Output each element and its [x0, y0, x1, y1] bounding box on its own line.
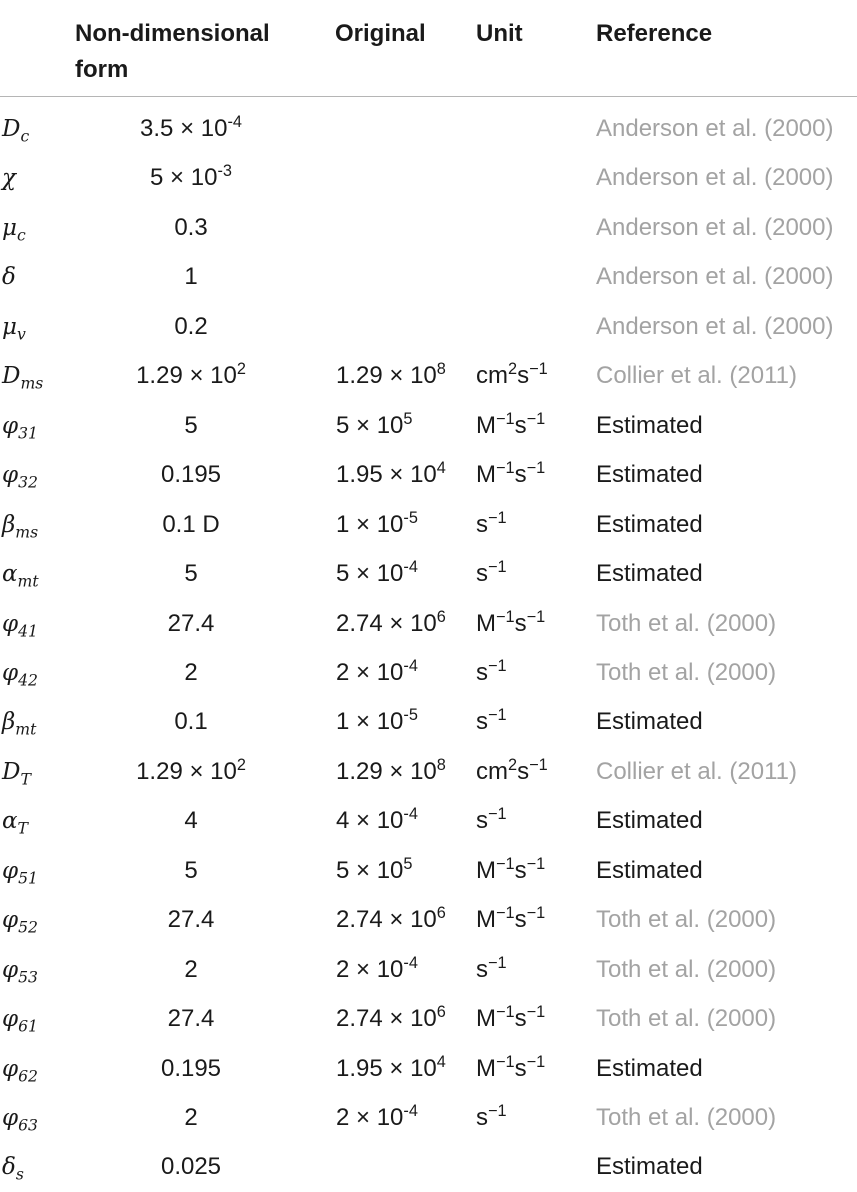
reference-text: Toth et al. (2000) [596, 1005, 777, 1033]
orig-base: 2 × 10 [336, 955, 404, 983]
parameter-symbol [2, 409, 38, 450]
reference-text: Toth et al. (2000) [596, 658, 777, 686]
symbol-base: D [2, 758, 21, 785]
nd-base: 27.4 [167, 609, 215, 637]
parameter-symbol [2, 656, 38, 697]
nondimensional-value [75, 1101, 307, 1135]
nondimensional-value [75, 953, 307, 987]
nd-exponent: 2 [236, 360, 246, 379]
parameter-symbol [2, 804, 28, 845]
nd-exponent: -4 [227, 113, 242, 132]
nd-base: 5 [184, 411, 198, 439]
symbol-subscript: 52 [18, 917, 38, 937]
nondimensional-value [75, 112, 307, 146]
symbol-subscript: 51 [18, 868, 38, 888]
symbol-subscript: c [20, 126, 30, 146]
orig-base: 2.74 × 10 [336, 906, 437, 934]
reference-text: Estimated [596, 708, 703, 736]
table-row [0, 895, 857, 944]
original-value [336, 953, 418, 987]
nondimensional-value [75, 1052, 307, 1086]
symbol-subscript: 61 [18, 1016, 38, 1036]
reference-text: Estimated [596, 510, 703, 538]
header-reference: Reference [596, 20, 713, 47]
nondimensional-value [75, 310, 307, 344]
unit-value: $cm^2s^{-1}$ [476, 755, 548, 785]
parameter-symbol [2, 260, 16, 294]
nd-base: 0.195 [160, 1054, 222, 1082]
parameter-symbol [2, 1002, 38, 1043]
original-value [336, 1052, 446, 1086]
unit-value: $s^{-1}$ [476, 508, 507, 538]
original-value [336, 409, 412, 443]
symbol-base: α [2, 561, 18, 588]
symbol-base: φ [2, 462, 19, 489]
nondimensional-value [75, 359, 307, 393]
nd-base: 1.29 × 10 [136, 757, 237, 785]
nondimensional-value [75, 1150, 307, 1184]
table-row [0, 648, 857, 697]
symbol-base: μ [2, 313, 17, 340]
header-nondimensional: Non-dimensional form [75, 20, 270, 83]
orig-exponent: -4 [403, 953, 418, 972]
parameter-symbol [2, 161, 16, 195]
table-row [0, 747, 857, 796]
symbol-subscript: ms [20, 373, 44, 393]
reference-text: Toth et al. (2000) [596, 609, 777, 637]
symbol-subscript: 62 [18, 1066, 38, 1086]
reference-text: Anderson et al. (2000) [596, 263, 834, 291]
parameter-symbol [2, 508, 38, 549]
nd-base: 1.29 × 10 [136, 362, 237, 390]
table-row [0, 697, 857, 746]
table-row [0, 796, 857, 845]
table-row [0, 1093, 857, 1142]
nondimensional-value [75, 607, 307, 641]
parameter-symbol [2, 607, 38, 648]
nd-base: 0.1 [174, 708, 208, 736]
orig-exponent: -4 [403, 805, 418, 824]
symbol-base: φ [2, 857, 19, 884]
header-unit: Unit [476, 20, 523, 47]
symbol-subscript: T [17, 818, 28, 838]
parameter-symbol [2, 458, 38, 499]
nd-base: 0.1 D [162, 510, 220, 538]
orig-exponent: 8 [436, 755, 446, 774]
symbol-subscript: T [20, 769, 31, 789]
nd-base: 2 [184, 955, 198, 983]
symbol-base: β [2, 709, 16, 736]
table-row [0, 994, 857, 1043]
nondimensional-value [75, 854, 307, 888]
nondimensional-value [75, 804, 307, 838]
unit-value: $M^{-1}s^{-1}$ [476, 854, 546, 884]
nondimensional-value [75, 161, 307, 195]
unit-value: $M^{-1}s^{-1}$ [476, 1003, 546, 1033]
orig-exponent: -5 [403, 508, 418, 527]
reference-text: Estimated [596, 411, 703, 439]
reference-text: Collier et al. (2011) [596, 362, 797, 390]
nd-base: 27.4 [167, 1005, 215, 1033]
symbol-base: D [2, 363, 21, 390]
reference-text: Toth et al. (2000) [596, 1104, 777, 1131]
symbol-subscript: c [16, 225, 26, 245]
nondimensional-value [75, 755, 307, 789]
unit-value: $s^{-1}$ [476, 656, 507, 686]
orig-base: 1.95 × 10 [336, 461, 437, 489]
symbol-subscript: ms [15, 522, 39, 542]
orig-exponent: -5 [403, 706, 418, 725]
nondimensional-value [75, 557, 307, 591]
orig-base: 1 × 10 [336, 510, 404, 538]
symbol-base: β [2, 511, 16, 538]
unit-value: $s^{-1}$ [476, 558, 507, 588]
nd-base: 27.4 [167, 906, 215, 934]
symbol-subscript: mt [15, 719, 37, 739]
symbol-base: φ [2, 659, 19, 686]
nd-base: 0.195 [160, 461, 222, 489]
nd-exponent: 2 [236, 755, 246, 774]
nondimensional-value [75, 458, 307, 492]
parameter-symbol [2, 854, 38, 895]
table-row [0, 401, 857, 450]
unit-value: $M^{-1}s^{-1}$ [476, 459, 546, 489]
orig-base: 4 × 10 [336, 807, 404, 835]
symbol-subscript: v [16, 324, 26, 344]
orig-exponent: 6 [436, 1003, 446, 1022]
unit-value: $M^{-1}s^{-1}$ [476, 904, 546, 934]
original-value [336, 656, 418, 690]
orig-base: 2.74 × 10 [336, 1005, 437, 1033]
orig-exponent: 4 [436, 459, 446, 478]
original-value [336, 359, 446, 393]
parameter-symbol [2, 557, 39, 598]
original-value [336, 1002, 446, 1036]
table-row [0, 945, 857, 994]
nd-base: 4 [184, 807, 198, 835]
reference-text: Anderson et al. (2000) [596, 312, 834, 340]
orig-base: 5 × 10 [336, 856, 404, 884]
orig-base: 2 × 10 [336, 1104, 404, 1131]
header-original: Original [335, 20, 426, 47]
orig-base: 5 × 10 [336, 560, 404, 588]
nd-base: 0.025 [160, 1153, 222, 1181]
nd-base: 1 [184, 263, 198, 291]
unit-value: $s^{-1}$ [476, 805, 507, 835]
reference-text: Estimated [596, 1054, 703, 1082]
orig-base: 2 × 10 [336, 658, 404, 686]
unit-value: $M^{-1}s^{-1}$ [476, 607, 546, 637]
parameter-symbol [2, 1052, 38, 1093]
nondimensional-value [75, 705, 307, 739]
parameter-symbol [2, 1101, 38, 1142]
nondimensional-value [75, 409, 307, 443]
reference-text: Estimated [596, 807, 703, 835]
symbol-subscript: 32 [18, 472, 38, 492]
original-value [336, 903, 446, 937]
reference-text: Estimated [596, 1153, 703, 1181]
orig-exponent: 5 [403, 854, 413, 873]
original-value [336, 557, 418, 591]
original-value [336, 607, 446, 641]
original-value [336, 854, 412, 888]
reference-text: Toth et al. (2000) [596, 955, 777, 983]
symbol-base: φ [2, 907, 19, 934]
original-value [336, 508, 418, 542]
parameter-symbol [2, 953, 38, 994]
table-row [0, 252, 857, 301]
orig-exponent: 5 [403, 409, 413, 428]
table-row [0, 302, 857, 351]
orig-exponent: 8 [436, 360, 446, 379]
parameter-symbol [2, 112, 29, 153]
symbol-base: φ [2, 1105, 19, 1131]
table-row [0, 500, 857, 549]
parameter-symbol [2, 359, 43, 400]
symbol-subscript: mt [17, 571, 39, 591]
orig-base: 5 × 10 [336, 411, 404, 439]
nd-base: 2 [184, 658, 198, 686]
original-value [336, 705, 418, 739]
symbol-base: φ [2, 1055, 19, 1082]
symbol-base: δ [2, 264, 16, 291]
symbol-subscript: 53 [18, 967, 38, 987]
parameter-symbol [2, 705, 36, 746]
orig-base: 1 × 10 [336, 708, 404, 736]
unit-value: $s^{-1}$ [476, 706, 507, 736]
table-row [0, 599, 857, 648]
symbol-base: φ [2, 1006, 19, 1033]
symbol-base: μ [2, 214, 17, 241]
nondimensional-value [75, 211, 307, 245]
parameter-symbol [2, 310, 26, 351]
table-row [0, 1142, 857, 1191]
orig-base: 1.95 × 10 [336, 1054, 437, 1082]
unit-value: $s^{-1}$ [476, 1102, 507, 1131]
reference-text: Estimated [596, 461, 703, 489]
reference-text: Anderson et al. (2000) [596, 213, 834, 241]
orig-exponent: -4 [403, 1102, 418, 1121]
orig-base: 2.74 × 10 [336, 609, 437, 637]
table-row [0, 351, 857, 400]
reference-text: Anderson et al. (2000) [596, 115, 834, 142]
orig-base: 1.29 × 10 [336, 757, 437, 785]
nd-base: 5 [184, 560, 198, 588]
nd-exponent: -3 [217, 162, 232, 181]
nd-base: 0.3 [174, 213, 208, 241]
unit-value: $M^{-1}s^{-1}$ [476, 1052, 546, 1082]
reference-text: Anderson et al. (2000) [596, 164, 834, 192]
nondimensional-value [75, 260, 307, 294]
original-value [336, 804, 418, 838]
orig-exponent: -4 [403, 656, 418, 675]
nd-base: 3.5 × 10 [140, 115, 228, 142]
nondimensional-value [75, 656, 307, 690]
symbol-base: φ [2, 610, 19, 637]
symbol-base: δ [2, 1154, 16, 1181]
unit-value: $cm^2s^{-1}$ [476, 360, 548, 390]
symbol-subscript: 63 [18, 1115, 38, 1135]
orig-exponent: -4 [403, 558, 418, 577]
nd-base: 0.2 [174, 312, 208, 340]
symbol-base: χ [2, 165, 16, 192]
table-row [0, 153, 857, 202]
table-header [0, 0, 857, 97]
nd-base: 5 [184, 856, 198, 884]
nondimensional-value [75, 508, 307, 542]
symbol-subscript: 31 [18, 423, 38, 443]
symbol-base: φ [2, 412, 19, 439]
parameter-symbol [2, 1150, 24, 1191]
symbol-base: α [2, 808, 18, 835]
reference-text: Collier et al. (2011) [596, 757, 797, 785]
symbol-base: φ [2, 956, 19, 983]
unit-value: $M^{-1}s^{-1}$ [476, 409, 546, 439]
nondimensional-value [75, 903, 307, 937]
table-row [0, 846, 857, 895]
original-value [336, 458, 446, 492]
table-row [0, 104, 857, 153]
symbol-subscript: s [15, 1164, 24, 1184]
unit-value: $s^{-1}$ [476, 953, 507, 983]
parameter-symbol [2, 755, 31, 796]
nondimensional-value [75, 1002, 307, 1036]
reference-text: Estimated [596, 560, 703, 588]
orig-base: 1.29 × 10 [336, 362, 437, 390]
table-row [0, 450, 857, 499]
nd-base: 5 × 10 [150, 164, 218, 192]
orig-exponent: 6 [436, 904, 446, 923]
orig-exponent: 4 [436, 1052, 446, 1071]
symbol-base: D [2, 116, 21, 142]
table-row [0, 203, 857, 252]
reference-text: Toth et al. (2000) [596, 906, 777, 934]
nd-base: 2 [184, 1104, 198, 1131]
original-value [336, 755, 446, 789]
original-value [336, 1101, 418, 1135]
parameter-symbol [2, 211, 26, 252]
orig-exponent: 6 [436, 607, 446, 626]
symbol-subscript: 42 [18, 670, 38, 690]
symbol-subscript: 41 [18, 620, 38, 640]
reference-text: Estimated [596, 856, 703, 884]
parameter-symbol [2, 903, 38, 944]
table-row [0, 1044, 857, 1093]
table-row [0, 549, 857, 598]
